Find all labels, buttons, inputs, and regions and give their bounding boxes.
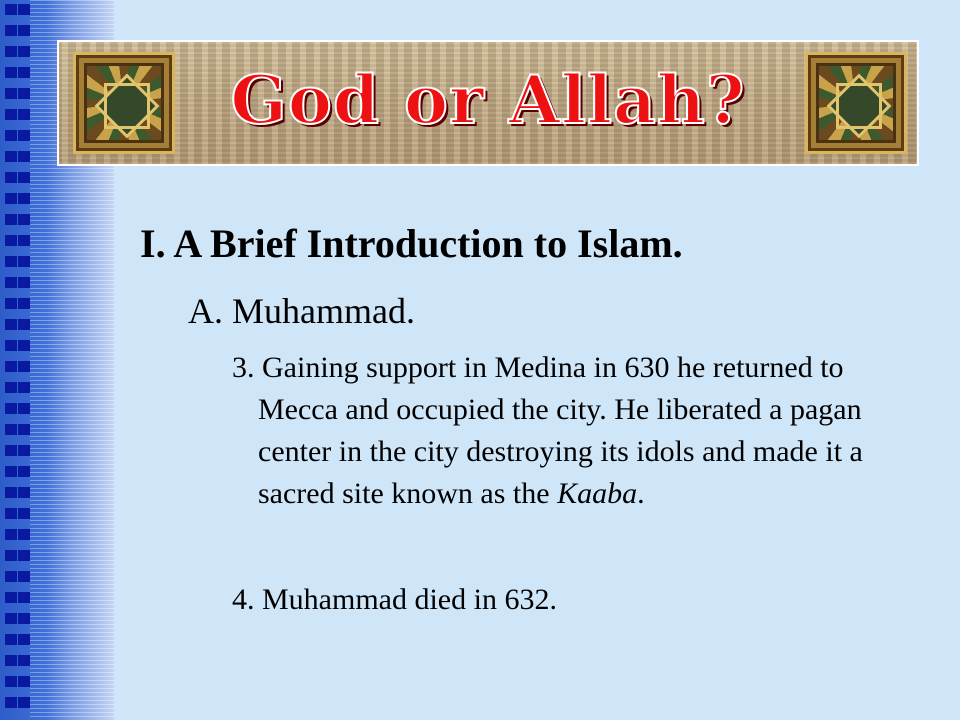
point-3-end: . (637, 477, 645, 510)
title-banner (57, 40, 919, 166)
square-column-right (18, 4, 30, 716)
square-column-left (5, 4, 17, 716)
point-3-emphasis: Kaaba (557, 477, 638, 510)
islamic-calligraphy-tile-icon (805, 52, 907, 154)
section-heading: I. A Brief Introduction to Islam. (140, 221, 683, 266)
subsection-heading: A. Muhammad. (188, 291, 415, 331)
slide-title: God or Allah? (230, 61, 746, 139)
point-3 (232, 347, 878, 515)
point-4: 4. Muhammad died in 632. (232, 583, 557, 616)
point-3-text: 3. Gaining support in Medina in 630 he returned to Mecca and occupied the city. He liberated a pagan center in the city destroying its idols and made it a sacred site known as the (232, 351, 863, 510)
